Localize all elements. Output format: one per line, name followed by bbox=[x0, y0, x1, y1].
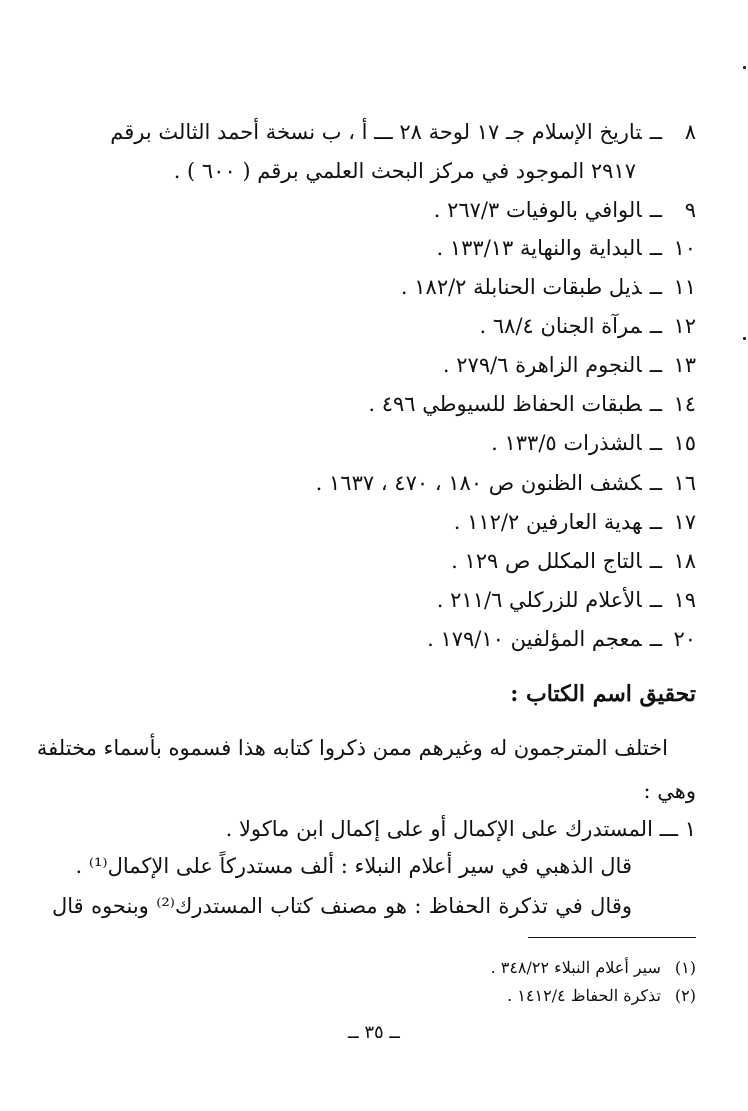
footnote-1 bbox=[491, 957, 696, 979]
footnote-number: (١) bbox=[674, 958, 696, 977]
source-number: ٢٠ bbox=[673, 627, 696, 651]
source-number: ١٨ bbox=[673, 549, 696, 573]
dash: ــ bbox=[649, 627, 662, 651]
dash: ــ bbox=[649, 198, 662, 222]
dash: ــ bbox=[649, 471, 662, 495]
source-item-18 bbox=[451, 546, 696, 576]
dash: ــ bbox=[649, 588, 662, 612]
source-text: الأعلام للزركلي ٢١١/٦ . bbox=[436, 588, 642, 612]
name-item-1: ١ ـــ المستدرك على الإكمال أو على إكمال ابن ماكولا . bbox=[225, 817, 696, 841]
source-item-16 bbox=[316, 468, 696, 498]
footnote-2 bbox=[507, 985, 696, 1007]
footnote-separator bbox=[528, 937, 696, 938]
source-item-13 bbox=[443, 350, 696, 380]
dash: ــ bbox=[649, 236, 662, 260]
source-text: مرآة الجنان ٦٨/٤ . bbox=[479, 314, 642, 338]
source-text: كشف الظنون ص ١٨٠ ، ٤٧٠ ، ١٦٣٧ . bbox=[315, 471, 642, 495]
source-number: ١٦ bbox=[673, 471, 696, 495]
source-text: الشذرات ١٣٣/٥ . bbox=[491, 431, 642, 455]
source-item-14 bbox=[368, 389, 696, 419]
source-number: ١٠ bbox=[673, 236, 696, 260]
dash: ــ bbox=[649, 392, 662, 416]
source-number: ٨ bbox=[684, 120, 696, 144]
page-number: ــ ٣٥ ــ bbox=[348, 1022, 400, 1043]
source-number: ٩ bbox=[684, 198, 696, 222]
dash: ــ bbox=[649, 353, 662, 377]
source-text: طبقات الحفاظ للسيوطي ٤٩٦ . bbox=[368, 392, 642, 416]
source-item-8-continuation: ٢٩١٧ الموجود في مركز البحث العلمي برقم ( ٦٠٠ ) . bbox=[173, 159, 636, 183]
source-item-15 bbox=[491, 428, 696, 458]
source-text: هدية العارفين ١١٢/٢ . bbox=[453, 510, 642, 534]
source-number: ١٧ bbox=[673, 510, 696, 534]
dash: ــ bbox=[649, 275, 662, 299]
paragraph-line-1: اختلف المترجمون له وغيرهم ممن ذكروا كتابه هذا فسموه بأسماء مختلفة bbox=[36, 736, 668, 760]
source-item-12 bbox=[480, 311, 696, 341]
source-item-8 bbox=[110, 117, 696, 147]
source-number: ١٥ bbox=[673, 431, 696, 455]
scan-speck bbox=[743, 337, 746, 340]
dash: ــ bbox=[649, 314, 662, 338]
quote-line-2: وقال في تذكرة الحفاظ : هو مصنف كتاب المستدرك⁽²⁾ وبنحوه قال bbox=[52, 894, 633, 918]
source-item-11 bbox=[401, 272, 696, 302]
source-text: ذيل طبقات الحنابلة ١٨٢/٢ . bbox=[400, 275, 642, 299]
footnote-number: (٢) bbox=[674, 986, 696, 1005]
dash: ــ bbox=[649, 431, 662, 455]
source-text: تاريخ الإسلام جـ ١٧ لوحة ٢٨ ـــ أ ، ب نسخة أحمد الثالث برقم bbox=[110, 120, 642, 144]
source-text: الوافي بالوفيات ٢٦٧/٣ . bbox=[433, 198, 642, 222]
source-text: معجم المؤلفين ١٧٩/١٠ . bbox=[427, 627, 642, 651]
section-heading: تحقيق اسم الكتاب : bbox=[510, 681, 696, 707]
source-text: النجوم الزاهرة ٢٧٩/٦ . bbox=[442, 353, 642, 377]
source-item-20 bbox=[427, 624, 696, 654]
source-number: ١٢ bbox=[673, 314, 696, 338]
source-item-19 bbox=[437, 585, 696, 615]
footnote-text: تذكرة الحفاظ ١٤١٢/٤ . bbox=[507, 986, 661, 1005]
source-number: ١١ bbox=[673, 275, 696, 299]
source-item-17 bbox=[454, 507, 696, 537]
dash: ــ bbox=[649, 510, 662, 534]
source-text: البداية والنهاية ١٣٣/١٣ . bbox=[436, 236, 642, 260]
dash: ــ bbox=[649, 120, 662, 144]
source-text: التاج المكلل ص ١٢٩ . bbox=[451, 549, 642, 573]
scan-speck bbox=[743, 66, 746, 69]
quote-line-1: قال الذهبي في سير أعلام النبلاء : ألف مستدركاً على الإكمال⁽¹⁾ . bbox=[75, 854, 632, 878]
source-number: ١٣ bbox=[673, 353, 696, 377]
source-item-9 bbox=[434, 195, 696, 225]
source-number: ١٩ bbox=[673, 588, 696, 612]
source-number: ١٤ bbox=[673, 392, 696, 416]
paragraph-line-2: وهي : bbox=[643, 779, 696, 803]
footnote-text: سير أعلام النبلاء ٣٤٨/٢٢ . bbox=[490, 958, 661, 977]
dash: ــ bbox=[649, 549, 662, 573]
source-item-10 bbox=[437, 233, 697, 263]
